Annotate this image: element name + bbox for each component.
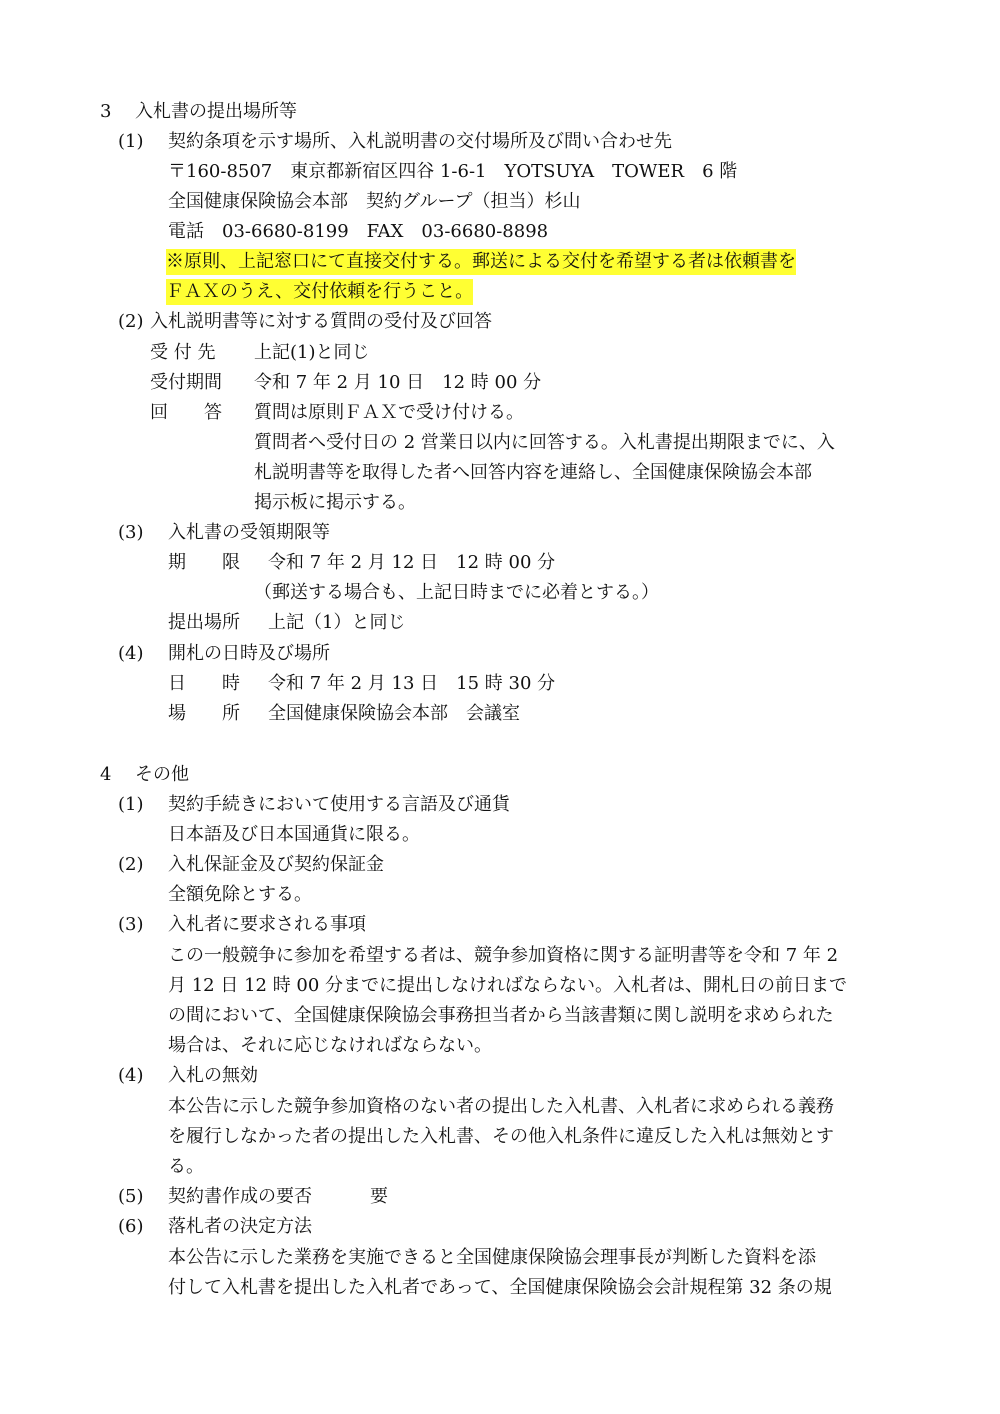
opening-place-label: 場 所 (168, 703, 240, 724)
reception-value: 上記(1)と同じ (254, 342, 370, 363)
item-3-3-number: (3) (118, 522, 144, 543)
office-line: 全国健康保険協会本部 契約グループ（担当）杉山 (168, 191, 581, 212)
item-4-2-text: 全額免除とする。 (168, 884, 312, 905)
highlighted-note-line-1: ※原則、上記窓口にて直接交付する。郵送による交付を希望する者は依頼書を (166, 249, 796, 275)
item-3-4-title: 開札の日時及び場所 (168, 643, 330, 664)
opening-date-value: 令和 7 年 2 月 13 日 15 時 30 分 (268, 673, 556, 694)
item-4-4-line-1: 本公告に示した競争参加資格のない者の提出した入札書、入札者に求められる義務 (168, 1096, 834, 1117)
item-4-4-line-3: る。 (168, 1156, 204, 1177)
item-4-6-line-2: 付して入札書を提出した入札者であって、全国健康保険協会会計規程第 32 条の規 (168, 1277, 832, 1298)
phone-line: 電話 03-6680-8199 FAX 03-6680-8898 (168, 221, 549, 242)
item-4-1-title: 契約手続きにおいて使用する言語及び通貨 (168, 794, 510, 815)
item-4-3-title: 入札者に要求される事項 (168, 914, 366, 935)
answer-value: 質問は原則ＦＡＸで受け付ける。 (254, 402, 524, 423)
item-4-5-value: 要 (370, 1186, 388, 1207)
item-4-1-number: (1) (118, 794, 144, 815)
item-3-2-number: (2) (118, 311, 144, 332)
item-4-2-title: 入札保証金及び契約保証金 (168, 854, 384, 875)
section-3-heading: 入札書の提出場所等 (135, 101, 297, 122)
item-4-3-line-4: 場合は、それに応じなければならない。 (168, 1035, 492, 1056)
item-3-1-title: 契約条項を示す場所、入札説明書の交付場所及び問い合わせ先 (168, 131, 672, 152)
item-4-4-number: (4) (118, 1065, 144, 1086)
submit-place-label: 提出場所 (168, 612, 240, 633)
item-3-4-number: (4) (118, 643, 144, 664)
section-4-heading: その他 (135, 764, 189, 785)
opening-place-value: 全国健康保険協会本部 会議室 (268, 703, 520, 724)
item-4-5-title: 契約書作成の要否 (168, 1186, 312, 1207)
item-4-6-title: 落札者の決定方法 (168, 1216, 312, 1237)
item-3-3-title: 入札書の受領期限等 (168, 522, 330, 543)
item-4-5-number: (5) (118, 1186, 144, 1207)
deadline-value: 令和 7 年 2 月 12 日 12 時 00 分 (268, 552, 556, 573)
deadline-label: 期 限 (168, 552, 240, 573)
item-4-3-number: (3) (118, 914, 144, 935)
item-3-1-number: (1) (118, 131, 144, 152)
item-3-2-title: 入札説明書等に対する質問の受付及び回答 (150, 311, 492, 332)
answer-line-4: 掲示板に掲示する。 (254, 492, 416, 513)
reception-label: 受 付 先 (150, 342, 216, 363)
period-label: 受付期間 (150, 372, 222, 393)
item-4-6-number: (6) (118, 1216, 144, 1237)
item-4-4-title: 入札の無効 (168, 1065, 258, 1086)
answer-label: 回 答 (150, 402, 222, 423)
submit-place-value: 上記（1）と同じ (268, 612, 406, 633)
item-4-3-line-1: この一般競争に参加を希望する者は、競争参加資格に関する証明書等を令和 7 年 2 (168, 945, 839, 966)
item-4-4-line-2: を履行しなかった者の提出した入札書、その他入札条件に違反した入札は無効とす (168, 1126, 834, 1147)
item-4-2-number: (2) (118, 854, 144, 875)
answer-line-3: 札説明書等を取得した者へ回答内容を連絡し、全国健康保険協会本部 (254, 462, 812, 483)
section-3-number: 3 (100, 101, 112, 122)
item-4-3-line-2: 月 12 日 12 時 00 分までに提出しなければならない。入札者は、開札日の前日まで (168, 975, 848, 996)
address-line: 〒160-8507 東京都新宿区四谷 1-6-1 YOTSUYA TOWER 6 階 (168, 161, 738, 182)
section-4-number: 4 (100, 764, 112, 785)
item-4-3-line-3: の間において、全国健康保険協会事務担当者から当該書類に関し説明を求められた (168, 1005, 834, 1026)
deadline-note: （郵送する場合も、上記日時までに必着とする。） (254, 582, 659, 603)
opening-date-label: 日 時 (168, 673, 240, 694)
item-4-6-line-1: 本公告に示した業務を実施できると全国健康保険協会理事長が判断した資料を添 (168, 1247, 816, 1268)
period-value: 令和 7 年 2 月 10 日 12 時 00 分 (254, 372, 542, 393)
highlighted-note-line-2: ＦＡＸのうえ、交付依頼を行うこと。 (166, 279, 473, 305)
answer-line-2: 質問者へ受付日の 2 営業日以内に回答する。入札書提出期限までに、入 (254, 432, 835, 453)
item-4-1-text: 日本語及び日本国通貨に限る。 (168, 824, 420, 845)
